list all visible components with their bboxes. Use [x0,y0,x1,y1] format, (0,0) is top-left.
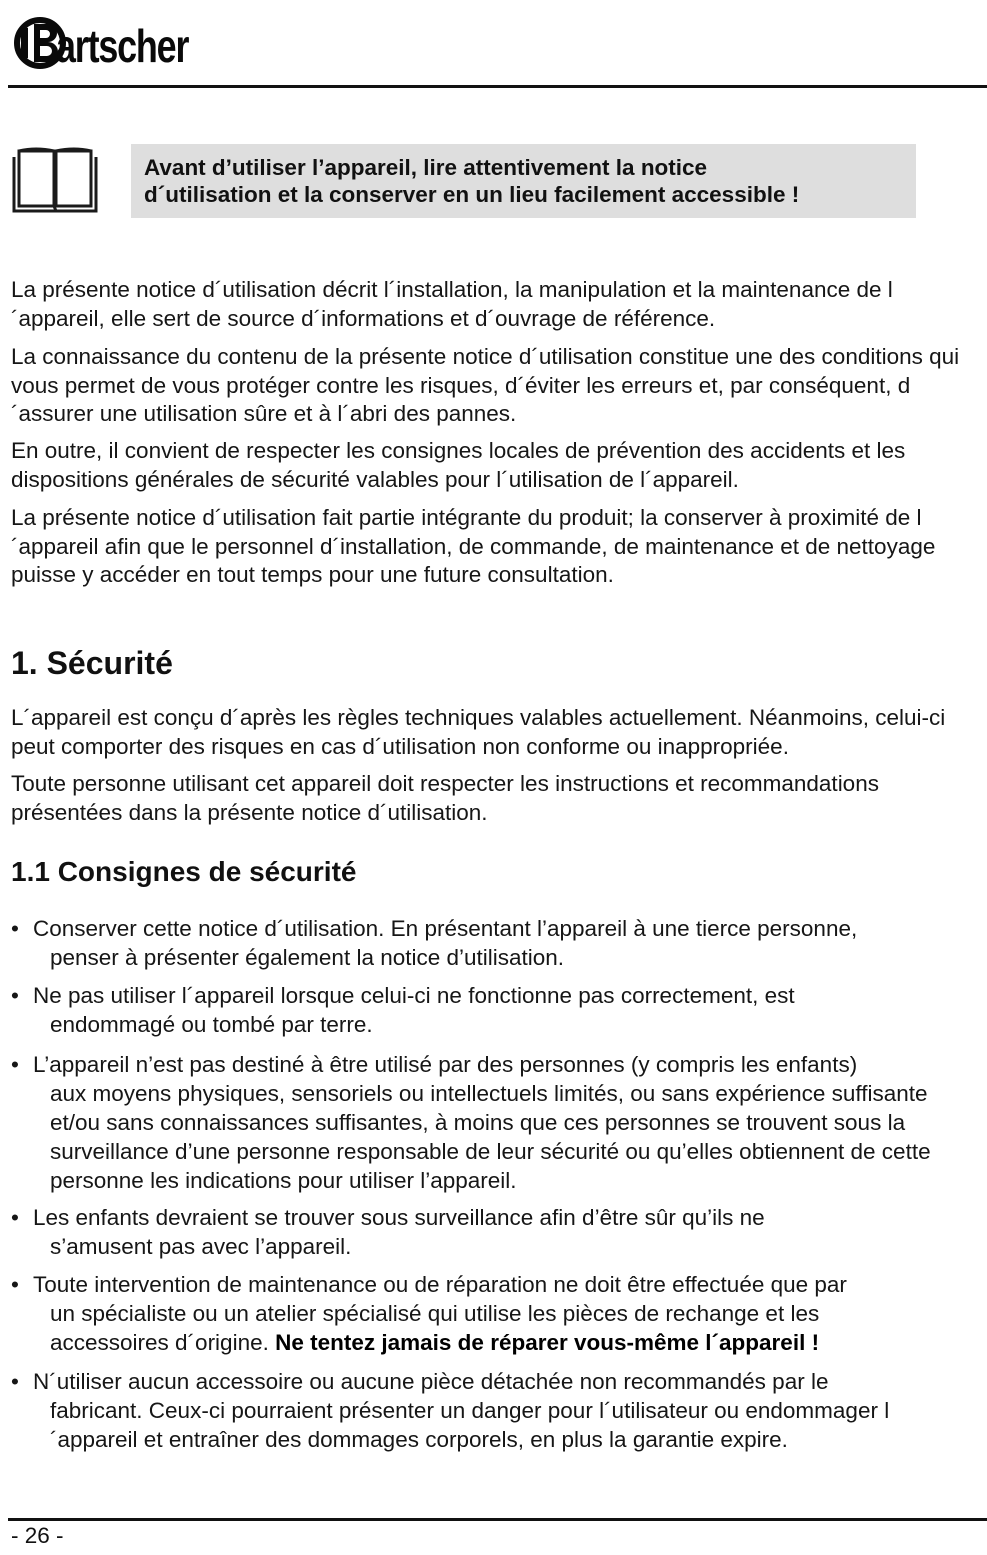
list-item: • Les enfants devraient se trouver sous surveillance afin d’être sûr qu’ils ne s’amusent pas avec l’appareil. [11,1205,765,1259]
bullet-icon: • [11,916,19,941]
header-divider [8,85,987,88]
logo-wordmark: artscher [56,20,189,72]
intro-paragraph: En outre, il convient de respecter les consignes locales de prévention des accidents et les dispositions générales de sécurité valables pour l´utilisation de l´appareil. [11,438,906,492]
warning-emphasis: Ne tentez jamais de réparer vous-même l´appareil ! [268,1330,820,1355]
bullet-icon: • [11,983,19,1008]
footer-divider [8,1518,987,1521]
section-title-securite: 1. Sécurité [11,645,173,681]
intro-paragraph: La connaissance du contenu de la présente notice d´utilisation constitue une des conditions qui vous permet de vous protéger contre les risques, d´éviter les erreurs et, par conséquent, d´assurer une utilisation sûre et à l´abri des pannes. [11,344,960,426]
intro-paragraph: La présente notice d´utilisation décrit l´installation, la manipulation et la maintenance de l´appareil, elle sert de source d´informations et d´ouvrage de référence. [11,277,893,331]
bullet-icon: • [11,1272,19,1297]
section-paragraph: Toute personne utilisant cet appareil doit respecter les instructions et recommandations présentées dans la présente notice d´utilisation. [11,771,879,825]
section-title-consignes: 1.1 Consignes de sécurité [11,856,357,887]
section-paragraph: L´appareil est conçu d´après les règles techniques valables actuellement. Néanmoins, celui-ci peut comporter des risques en cas d´utilisation non conforme ou inappropriée. [11,705,946,759]
notice-line-1: Avant d’utiliser l’appareil, lire attentivement la notice [144,155,708,180]
notice-box [131,144,916,218]
bartscher-logo [14,10,254,76]
bullet-icon: • [11,1052,19,1077]
list-item: • Ne pas utiliser l´appareil lorsque celui-ci ne fonctionne pas correctement, est endommagé ou tombé par terre. [11,983,795,1037]
intro-paragraph: La présente notice d´utilisation fait partie intégrante du produit; la conserver à proximité de l´appareil afin que le personnel d´installation, de commande, de maintenance et de nettoyage puisse y accéder en tout temps pour une future consultation. [11,505,936,587]
list-item: • Conserver cette notice d´utilisation. En présentant l’appareil à une tierce personne, penser à présenter également la notice d’utilisation. [11,916,858,970]
bullet-icon: • [11,1205,19,1230]
open-book-icon [10,143,100,217]
notice-line-2: d´utilisation et la conserver en un lieu facilement accessible ! [144,182,800,207]
list-item: • N´utiliser aucun accessoire ou aucune pièce détachée non recommandés par le fabricant. Ceux-ci pourraient présenter un danger pour l´utilisateur ou endommager l´appareil et entraîner des dommages corporels, en plus la garantie expire. [11,1369,890,1452]
list-item: • L’appareil n’est pas destiné à être utilisé par des personnes (y compris les enfants) aux moyens physiques, sensoriels ou intellectuels limités, ou sans expérience suffisante et/ou sans connaissances suffisantes, à moins que ces personnes se trouvent sous la surveillance d’une personne responsable de leur sécurité ou qu’elles obtiennent de cette personne les indications pour utiliser l’appareil. [11,1052,931,1193]
page-number: - 26 - [11,1523,64,1548]
list-item: • Toute intervention de maintenance ou de réparation ne doit être effectuée que par un spécialiste ou un atelier spécialisé qui utilise les pièces de rechange et les accessoires d´origine. Ne tentez jamais de réparer vous-même l´appareil ! [11,1272,847,1355]
bullet-icon: • [11,1369,19,1394]
